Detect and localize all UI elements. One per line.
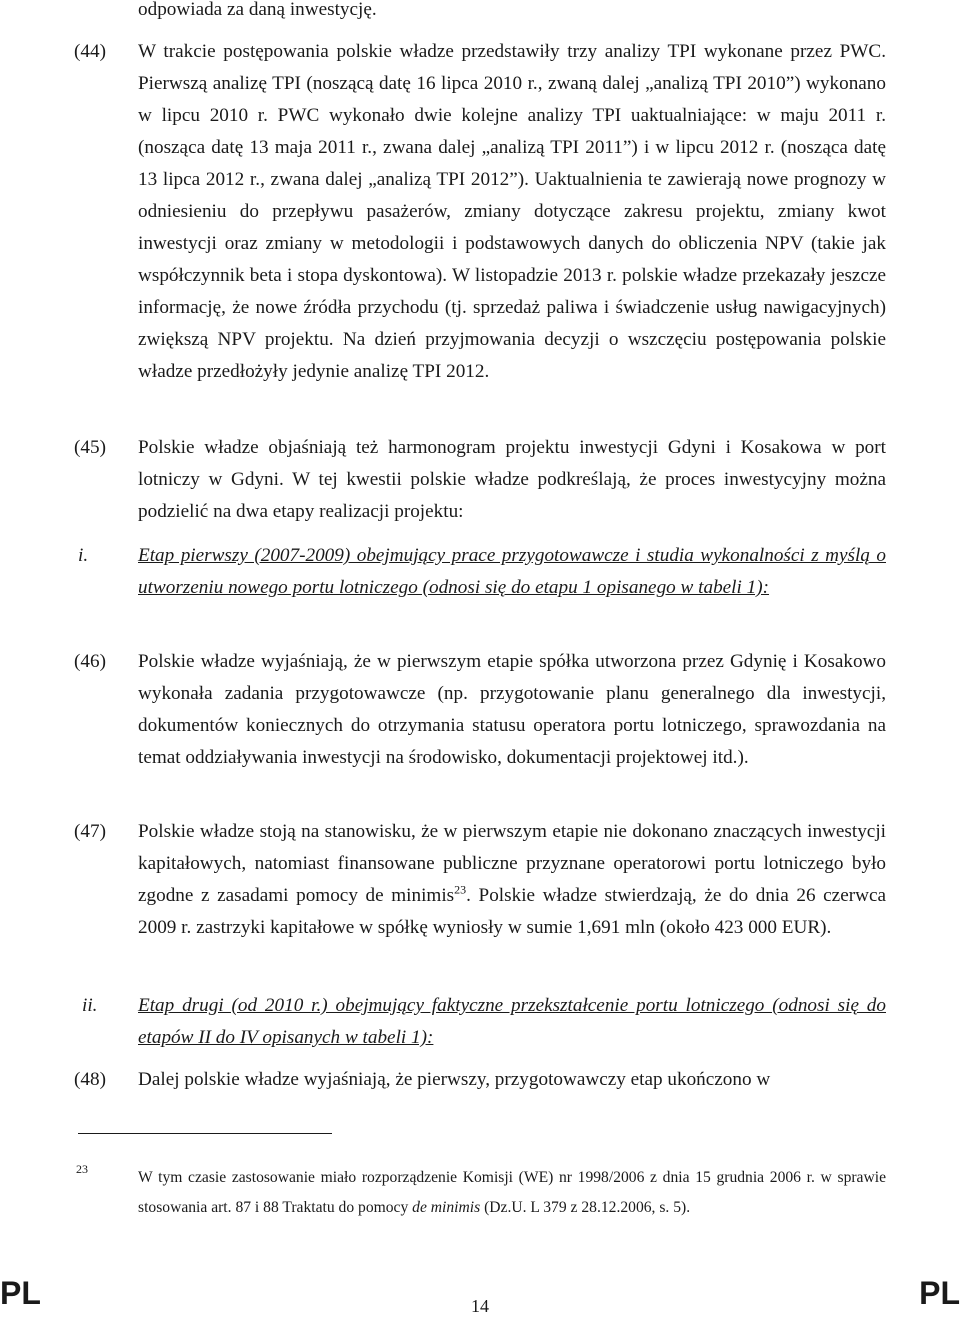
paragraph-text: W trakcie postępowania polskie władze przedstawiły trzy analizy TPI wykonane przez PWC. Pierwszą analizę TPI (noszącą datę 16 lipca 2010 r., zwaną dalej „analizą TPI 2010”) wykonano w lipcu 2010 r. PWC wykonało dwie kolejne analizy TPI uaktualniające: w maju 2011 r. (nosząca datę 13 maja 2011 r., zwana dalej „analizą TPI 2011”) i w lipcu 2012 r. (nosząca datę 13 lipca 2012 r., zwana dalej „analizą TPI 2012”). Uaktualnienia te zawierają nowe prognozy w odniesieniu do przepływu pasażerów, zmiany dotyczące zakresu projektu, zmiany kwot inwestycji oraz zmiany w metodologii i podstawowych danych do obliczenia NPV (takie jak współczynnik beta i stopa dyskontowa). W listopadzie 2013 r. polskie władze przekazały jeszcze informację, że nowe źródła przychodu (tj. sprzedaż paliwa i świadczenie usług nawigacyjnych) zwiększą NPV projektu. Na dzień przyjmowania decyzji o wszczęciu postępowania polskie władze przedłożyły jedynie analizę TPI 2012. <box>138 41 886 382</box>
paragraph-text-part: . Polskie władze stwierdzają, że do dnia 26 czerwca 2009 r. zastrzyki kapitałowe w spółkę wyniosły w sumie 1,691 mln (około 423 000 EUR). <box>138 885 886 938</box>
lead-line: odpowiada za daną inwestycję. <box>138 0 377 20</box>
paragraph-text: Dalej polskie władze wyjaśniają, że pierwszy, przygotowawczy etap ukończono w <box>138 1069 771 1090</box>
paragraph-number: (47) <box>74 821 106 842</box>
footer-language-code-left: PL <box>0 1275 41 1311</box>
paragraph-text <box>138 816 886 944</box>
footnote-reference[interactable]: 23 <box>454 882 467 897</box>
footnote-text-italic: de minimis <box>412 1199 481 1216</box>
stage-heading: Etap pierwszy (2007-2009) obejmujący prace przygotowawcze i studia wykonalności z myślą o utworzeniu nowego portu lotniczego (odnosi się do etapu 1 opisanego w tabeli 1): <box>138 545 886 598</box>
footnote-mark: 23 <box>76 1162 88 1176</box>
stage-heading: Etap drugi (od 2010 r.) obejmujący faktyczne przekształcenie portu lotniczego (odnosi się do etapów II do IV opisanych w tabeli 1): <box>138 995 886 1048</box>
stage-numeral: ii. <box>82 995 98 1016</box>
paragraph-text: Polskie władze objaśniają też harmonogram projektu inwestycji Gdyni i Kosakowa w port lotniczy w Gdyni. W tej kwestii polskie władze podkreślają, że proces inwestycyjny można podzielić na dwa etapy realizacji projektu: <box>138 437 886 522</box>
footer-language-code-right: PL <box>919 1275 960 1311</box>
footnote-text-part: (Dz.U. L 379 z 28.12.2006, s. 5). <box>480 1199 691 1216</box>
paragraph-text: Polskie władze wyjaśniają, że w pierwszym etapie spółka utworzona przez Gdynię i Kosakowo wykonała zadania przygotowawcze (np. przygotowanie planu generalnego dla inwestycji, dokumentów koniecznych do otrzymania statusu operatora portu lotniczego, sprawozdania na temat oddziaływania inwestycji na środowisko, dokumentacji projektowej itd.). <box>138 651 886 768</box>
paragraph-number: (45) <box>74 437 106 458</box>
paragraph-number: (48) <box>74 1069 106 1090</box>
paragraph-number: (44) <box>74 41 106 62</box>
footnote-text-part: W tym czasie zastosowanie miało rozporządzenie Komisji (WE) nr 1998/2006 z dnia 15 grudnia 2006 r. w sprawie stosowania art. 87 i 88 Traktatu do pomocy <box>138 1169 886 1216</box>
footnote-separator <box>78 1133 332 1134</box>
paragraph-text-part: Polskie władze stoją na stanowisku, że w pierwszym etapie nie dokonano znaczących inwestycji kapitałowych, natomiast finansowane publiczne przyznane operatorowi portu lotniczego było zgodne z zasadami pomocy de minimis <box>138 821 886 906</box>
paragraph-number: (46) <box>74 651 106 672</box>
page-number: 14 <box>471 1296 489 1316</box>
footnote-text <box>138 1163 886 1223</box>
stage-numeral: i. <box>78 545 89 566</box>
